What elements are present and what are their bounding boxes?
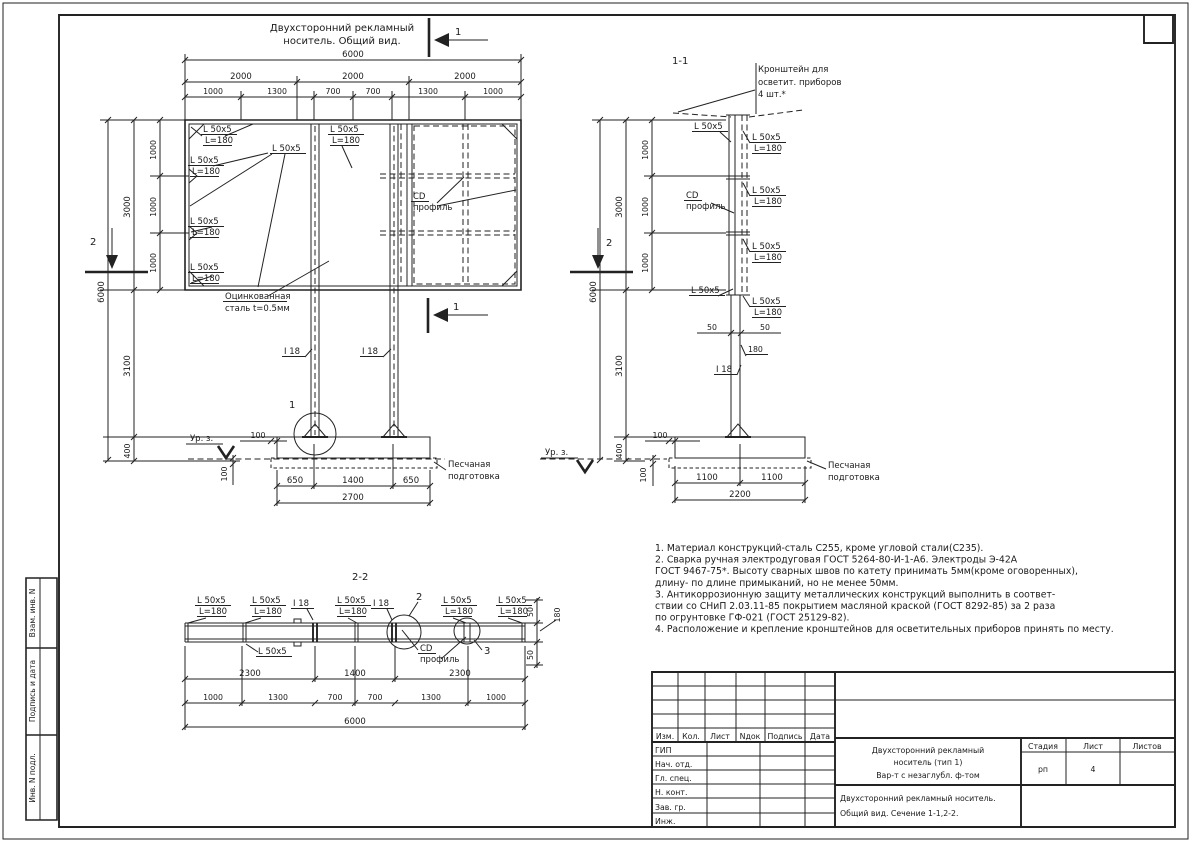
front-label-underlines: [188, 135, 429, 284]
s11-ground-mark: [577, 460, 593, 472]
note-line-2: 2. Сварка ручная электродуговая ГОСТ 5264-80-И-1-А6. Электроды Э-42А: [655, 554, 1018, 566]
marker-arrowhead: [592, 255, 604, 269]
s11-vdim-1000-1: 1000: [641, 140, 650, 160]
angle-label: L 50x5: [498, 596, 527, 606]
notes-block: [655, 543, 1114, 635]
s22-dim-1400: 1400: [344, 669, 366, 679]
section-1-1: [540, 56, 880, 503]
s11-dim-1100a: 1100: [696, 473, 718, 483]
note-line-3: ГОСТ 9467-75*. Высоту сварных швов по катету принимать 5мм(кроме оговоренных),: [655, 566, 1078, 578]
angle-length-label: L=180: [445, 607, 474, 617]
s22-dim-50b: 50: [526, 650, 535, 660]
front-label-leaders: [190, 124, 516, 287]
angle-label: L 50x5: [190, 263, 219, 273]
s11-vdim-3100: 3100: [615, 355, 625, 377]
cd-profile-label-line1: CD: [420, 644, 433, 654]
angle-label: L 50x5: [252, 596, 281, 606]
section-marker-1-bottom: [428, 298, 488, 333]
section-2-2: [182, 572, 562, 730]
front-vdim-400: 400: [123, 443, 132, 459]
s22-dim-sub-4: 700: [367, 693, 383, 702]
tb-col-kol: Кол.: [682, 732, 700, 741]
section-2-2-title: 2-2: [352, 572, 369, 583]
angle-label: L 50x5: [443, 596, 472, 606]
bracket-note-line3: 4 шт.*: [758, 90, 786, 100]
s11-dim-100b: 100: [639, 467, 648, 483]
tb-role-gip: ГИП: [655, 746, 672, 755]
s22-dim-2300a: 2300: [239, 669, 261, 679]
tb-stage-label: Стадия: [1028, 742, 1058, 751]
cd-profile-label-line1: CD: [413, 192, 426, 202]
tb-col-data: Дата: [809, 732, 831, 741]
s11-vdim-3000: 3000: [615, 196, 625, 218]
front-dim-6000: 6000: [342, 50, 364, 60]
s11-post: [731, 295, 740, 437]
tb-col-podpis: Подпись: [767, 732, 803, 741]
front-vdim-1000-1: 1000: [149, 140, 158, 160]
tb-sheet-value: 4: [1090, 765, 1096, 774]
front-vdim-6000: 6000: [97, 281, 107, 303]
section-marker-2-left: [85, 228, 148, 272]
tb-doc-line1: Двухсторонний рекламный носитель.: [840, 794, 996, 803]
s22-plates: [294, 619, 301, 646]
sand-label-line2: подготовка: [448, 472, 500, 482]
front-vdim-3000: 3000: [123, 196, 133, 218]
front-dim-2700: 2700: [342, 493, 364, 503]
ground-level-mark: [218, 446, 234, 458]
tb-project-line1: Двухсторонний рекламный: [871, 746, 985, 755]
front-vdim-3100: 3100: [123, 355, 133, 377]
front-dim-100b: 100: [220, 466, 229, 482]
front-foundation: [277, 437, 430, 458]
angle-label: L 50x5: [190, 156, 219, 166]
angle-length-label: L=180: [192, 228, 221, 238]
s22-dim-sub-5: 1300: [421, 693, 441, 702]
note-line-8: 4. Расположение и крепление кронштейнов для осветительных приборов принять по месту.: [655, 624, 1114, 636]
s11-column-rails: [726, 115, 750, 295]
front-dim-sub-2: 1300: [267, 87, 287, 96]
s11-vdim-6000: 6000: [589, 281, 599, 303]
steel-note-line1: Оцинкованная: [225, 292, 291, 302]
s11-dim-100b-line: [650, 455, 656, 486]
marker-label: 1: [455, 27, 462, 38]
angle-length-label: L=180: [205, 136, 234, 146]
note-line-4: длину- по длине примыканий, но не менее 50мм.: [655, 577, 899, 589]
angle-label: L 50x5: [330, 125, 359, 135]
marker-label: 2: [90, 237, 97, 248]
front-dim-650b: 650: [402, 476, 420, 486]
s22-dim-sub-2: 1300: [268, 693, 288, 702]
s11-vdim-1000-3: 1000: [641, 253, 650, 273]
sand-label-leader: [434, 462, 446, 470]
s11-dim-100a: 100: [652, 431, 668, 440]
section-marker-1-top: [429, 18, 488, 57]
angle-length-label: L=180: [339, 607, 368, 617]
bracket-note-line1: Кронштейн для: [758, 65, 829, 75]
s11-dim-1100b: 1100: [761, 473, 783, 483]
tb-role-n-kont: Н. конт.: [655, 788, 688, 797]
front-vdim-1000-2: 1000: [149, 197, 158, 217]
corner-box: [1144, 15, 1173, 43]
front-dim-100b-line: [230, 455, 236, 485]
front-dim-sub-4: 700: [365, 87, 381, 96]
tb-role-nach-otd: Нач. отд.: [655, 760, 693, 769]
title-block: [652, 672, 1175, 827]
marker-label: 2: [606, 238, 613, 249]
note-line-5: 3. Антикоррозионную защиту металлических конструкций выполнить в соответ-: [655, 589, 1056, 601]
s11-label-leaders: [711, 131, 750, 307]
ibeam-label: I 18: [293, 599, 310, 609]
front-top-ext-lines: [185, 54, 521, 120]
front-dim-sub-6: 1000: [483, 87, 503, 96]
front-dim-sub-5: 1300: [418, 87, 438, 96]
tb-col-list: Лист: [710, 732, 730, 741]
ibeam-label: I 18: [716, 365, 733, 375]
tb-role-zav-gr: Зав. гр.: [655, 803, 686, 812]
s22-dim-180: 180: [553, 607, 562, 623]
marker-arrowhead: [434, 33, 449, 47]
angle-label: L 50x5: [272, 144, 301, 154]
stamp-podpis-data: Подпись и дата: [28, 659, 37, 723]
s11-column-solid: [729, 115, 735, 295]
angle-length-label: L=180: [754, 308, 783, 318]
angle-label: L 50x5: [197, 596, 226, 606]
sand-label-line1: Песчаная: [448, 460, 491, 470]
note-line-6: ствии со СНиП 2.03.11-85 покрытием масляной краской (ГОСТ 8292-85) за 2 раза: [655, 601, 1056, 612]
tb-project-line2: носитель (тип 1): [893, 758, 963, 767]
tb-sheet-label: Лист: [1083, 742, 1103, 751]
angle-length-label: L=180: [254, 607, 283, 617]
s22-dim-sub-1: 1000: [203, 693, 223, 702]
marker-arrowhead: [433, 308, 448, 322]
angle-length-label: L=180: [754, 197, 783, 207]
angle-label: L 50x5: [691, 286, 720, 296]
tb-stage-value: рп: [1037, 765, 1049, 774]
angle-label: L 50x5: [752, 297, 781, 307]
tb-role-gl-spec: Гл. спец.: [655, 774, 692, 783]
angle-length-label: L=180: [754, 253, 783, 263]
tb-sheets-label: Листов: [1132, 742, 1162, 751]
panel-posts-hidden: [315, 126, 394, 435]
front-view: [85, 18, 633, 506]
sand-label-line2: подготовка: [828, 473, 880, 483]
tb-doc-line2: Общий вид. Сечение 1-1,2-2.: [840, 809, 959, 818]
s22-dim-sub-3: 700: [327, 693, 343, 702]
tb-role-inzh: Инж.: [655, 817, 676, 826]
ground-level-label: Ур. з.: [545, 448, 569, 458]
panel-posts-solid: [311, 124, 412, 437]
angle-label: L 50x5: [190, 217, 219, 227]
note-line-7: по огрунтовке ГФ-021 (ГОСТ 25129-82).: [655, 612, 850, 624]
ibeam-label: I 18: [373, 599, 390, 609]
s22-dim-50a: 50: [526, 607, 535, 617]
tb-col-ndok: Nдок: [739, 732, 761, 741]
angle-length-label: L=180: [192, 274, 221, 284]
cd-profile-label-line2: профиль: [686, 202, 726, 212]
section-marker-2-right: [570, 228, 633, 272]
detail-label-2: 2: [416, 592, 423, 603]
sheet-frame: [3, 3, 1188, 839]
front-dim-2000-3: 2000: [454, 72, 476, 82]
sand-label-line1: Песчаная: [828, 461, 871, 471]
angle-label: L 50x5: [752, 242, 781, 252]
angle-length-label: L=180: [199, 607, 228, 617]
angle-length-label: L=180: [500, 607, 529, 617]
angle-label: L 50x5: [694, 122, 723, 132]
cd-profile-label-line1: CD: [686, 191, 699, 201]
angle-label: L 50x5: [752, 133, 781, 143]
detail-circle-3: [454, 618, 480, 644]
angle-label: L 50x5: [337, 596, 366, 606]
front-dim-650a: 650: [286, 476, 304, 486]
s11-dim-50b: 50: [760, 323, 770, 332]
s11-vdim-1000-2: 1000: [641, 197, 650, 217]
s22-dim-6000: 6000: [344, 717, 366, 727]
ibeam-label: I 18: [284, 347, 301, 357]
tb-project-line3: Вар-т с незаглубл. ф-том: [876, 771, 980, 780]
steel-note-line2: сталь t=0.5мм: [225, 304, 290, 314]
angle-length-label: L=180: [754, 144, 783, 154]
s22-dim-sub-6: 1000: [486, 693, 506, 702]
angle-label: L 50x5: [203, 125, 232, 135]
s11-base-plate: [727, 424, 749, 437]
ground-level-label: Ур. з.: [190, 434, 214, 444]
outer-border: [3, 3, 1188, 839]
tb-col-izm: Изм.: [655, 732, 675, 741]
angle-length-label: L=180: [332, 136, 361, 146]
front-dim-1400: 1400: [342, 476, 364, 486]
bracket-note-leaders: [678, 63, 756, 114]
front-dim-100a: 100: [250, 431, 266, 440]
bracket-wings-hidden: [673, 110, 803, 117]
detail-label-3: 3: [484, 646, 491, 657]
front-vdim-1000-3: 1000: [149, 253, 158, 273]
front-dim-sub-3: 700: [325, 87, 341, 96]
front-title-line1: Двухсторонний рекламный: [269, 23, 415, 34]
bracket-note-line2: осветит. приборов: [758, 78, 842, 88]
stamp-vzam-inv: Взам. инв. N: [28, 588, 37, 638]
cd-profile-label-line2: профиль: [413, 203, 453, 213]
s11-dim-50a: 50: [707, 323, 717, 332]
detail-label-1: 1: [289, 400, 296, 411]
s11-dim-2200: 2200: [729, 490, 751, 500]
cd-profile-label-line2: профиль: [420, 655, 460, 665]
note-line-1: 1. Материал конструкций-сталь С255, кроме угловой стали(С235).: [655, 543, 984, 554]
angle-label: L 50x5: [258, 647, 287, 657]
s11-dim-180: 180: [748, 345, 763, 354]
stamp-inv-podl: Инв. N подл.: [28, 753, 37, 803]
front-dim-2000-1: 2000: [230, 72, 252, 82]
s11-vdim-400: 400: [615, 443, 624, 459]
s22-dim-2300b: 2300: [449, 669, 471, 679]
side-stamp: [26, 578, 57, 820]
front-title-line2: носитель. Общий вид.: [283, 36, 401, 47]
marker-label: 1: [453, 302, 460, 313]
ibeam-label: I 18: [362, 347, 379, 357]
s22-dim-180-leader: [540, 620, 556, 631]
angle-length-label: L=180: [192, 167, 221, 177]
section-1-1-title: 1-1: [672, 56, 689, 67]
angle-label: L 50x5: [752, 186, 781, 196]
s11-column-hidden: [742, 115, 747, 295]
front-dim-2000-2: 2000: [342, 72, 364, 82]
front-dim-sub-1: 1000: [203, 87, 223, 96]
